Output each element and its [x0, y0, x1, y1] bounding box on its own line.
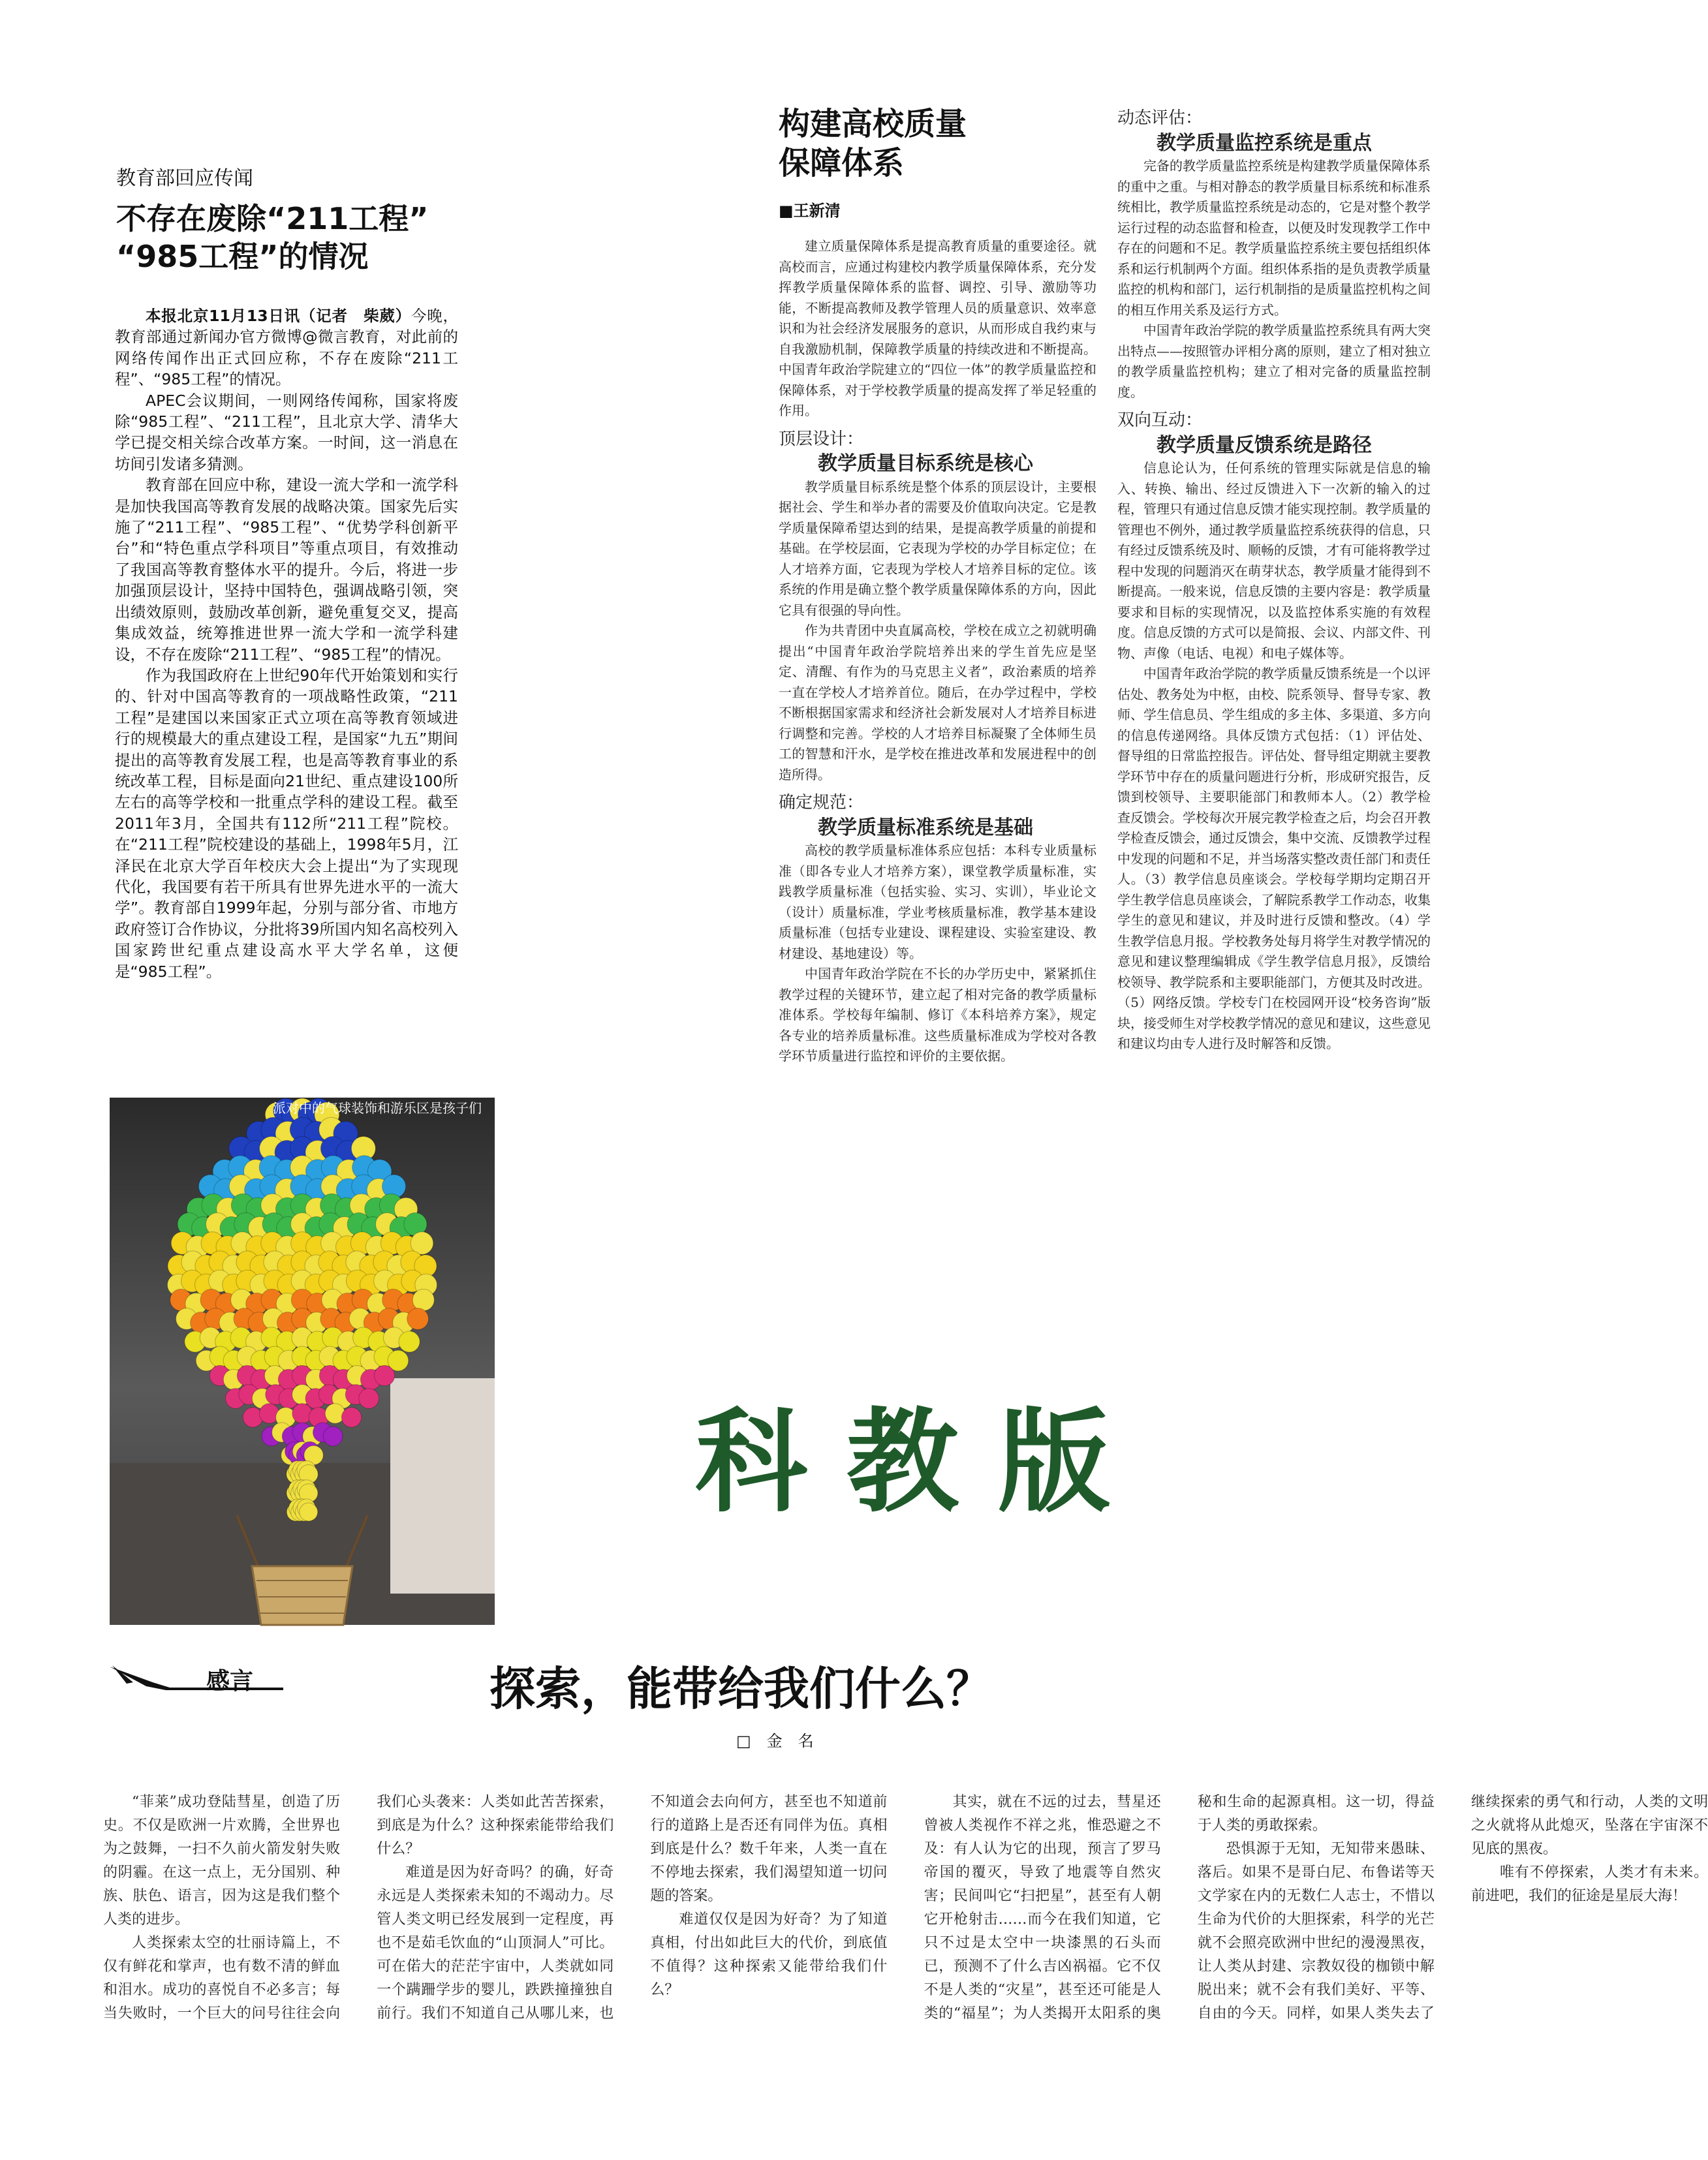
section-kicker: 双向互动：	[1117, 410, 1203, 430]
photo-caption: 派对中的气球装饰和游乐区是孩子们	[273, 1100, 482, 1116]
right-article-column-a	[779, 236, 1096, 1067]
balloon-shape	[374, 1365, 394, 1385]
column-paragraph: 恐惧源于无知，无知带来愚昧、落后。如果不是哥白尼、布鲁诺等天文学家在内的无数仁人志士，不惜以生命为代价的大胆探索，科学的光芒就不会照亮欧洲中世纪的漫漫黑夜，让人类从封建、宗教奴役的枷锁中解脱出来；就不会有我们美好、平等、自由的今天。同样，如果人类失去了继续探索的勇气和行动，人类的文明之火就将从此熄灭，坠落在宇宙深不见底的黑夜。	[1197, 1794, 1708, 2022]
balloon-shape	[341, 1408, 361, 1427]
right-article-intro: 建立质量保障体系是提高教育质量的重要途径。就高校而言，应通过构建校内教学质量保障体系，充分发挥教学质量保障体系的监督、调控、引导、激励等功能，不断提高教师及教学管理人员的质量意识、效率意识和为社会经济发展服务的意识，从而形成自我约束与自我激励机制，保障教学质量的持续改进和不断提高。中国青年政治学院建立的“四位一体”的教学质量监控和保障体系，对于学校教学质量的提高发挥了举足轻重的作用。	[779, 238, 1096, 418]
section-title-keji: 科教版	[695, 1396, 1149, 1528]
hot-air-balloon-image	[110, 1098, 495, 1625]
right-article-author: ■王新清	[779, 202, 841, 220]
balloon-shape	[359, 1389, 379, 1409]
section-paragraph: 中国青年政治学院的教学质量反馈系统是一个以评估处、教务处为中枢，由校、院系领导、督导专家、教师、学生信息员、学生组成的多主体、多渠道、多方向的信息传递网络。具体反馈方式包括：（1）评估处、督导组的日常监控报告。评估处、督导组定期就主要教学环节中存在的质量问题进行分析，形成研究报告，反馈到校领导、主要职能部门和教师本人。（2）教学检查反馈会。学校每次开展完教学检查之后，均会召开教学检查反馈会，通过反馈会，集中交流、反馈教学过程中发现的问题和不足，并当场落实整改责任部门和责任人。（3）教学信息员座谈会。学校每学期均定期召开学生教学信息员座谈会，了解院系教学工作动态，收集学生的意见和建议，并及时进行反馈和整改。（4）学生教学信息月报。学校教务处每月将学生对教学情况的意见和建议整理编辑成《学生教学信息月报》，反馈给校领导、教学院系和主要职能部门，方便其及时改进。（5）网络反馈。学校专门在校园网开设“校务咨询”版块，接受师生对学校教学情况的意见和建议，这些意见和建议均由专人进行及时解答和反馈。	[1117, 666, 1431, 1051]
section-paragraph: 教学质量目标系统是整个体系的顶层设计，主要根据社会、学生和举办者的需要及价值取向决定。它是教学质量保障希望达到的结果，是提高教学质量的前提和基础。在学校层面，它表现为学校的办学目标定位；在人才培养方面，它表现为学校人才培养目标的定位。该系统的作用是确立整个教学质量保障体系的方向，因此它具有很强的导向性。	[779, 478, 1096, 618]
right-article-title-line1: 构建高校质量	[779, 106, 967, 142]
column-label-text: 感言	[206, 1668, 254, 1695]
section-paragraph: 作为共青团中央直属高校，学校在成立之初就明确提出“中国青年政治学院培养出来的学生首先应是坚定、清醒、有作为的马克思主义者”，政治素质的培养一直在学校人才培养首位。随后，在办学过程中，学校不断根据国家需求和经济社会新发展对人才培养目标进行调整和完善。学校的人才培养目标凝聚了全体师生员工的智慧和汗水，是学校在推进改革和发展进程中的创造所得。	[779, 623, 1096, 782]
balloon-shape	[412, 1289, 434, 1310]
balloon-shape	[407, 1308, 429, 1330]
column-title: 探索，能带给我们什么？	[489, 1662, 992, 1716]
column-byline: □ 金 名	[736, 1732, 814, 1750]
column-body	[103, 1791, 1708, 2039]
column-paragraph: 难道是因为好奇吗？的确，好奇永远是人类探索未知的不竭动力。尽管人类文明已经发展到一定程度，再也不是茹毛饮血的“山顶洞人”可比。可在偌大的茫茫宇宙中，人类就如同一个蹒跚学步的婴儿，跌跌撞撞独自前行。我们不知道自己从哪儿来，也不知道会去向何方，甚至也不知道前行的道路上是否还有同伴为伍。真相到底是什么？数千年来，人类一直在不停地去探索，我们渴望知道一切问题的答案。	[377, 1794, 888, 2022]
column-paragraph: “菲莱”成功登陆彗星，创造了历史。不仅是欧洲一片欢腾，全世界也为之鼓舞，一扫不久前火箭发射失败的阴霾。在这一点上，无分国别、种族、肤色、语言，因为这是我们整个人类的进步。	[103, 1794, 341, 1928]
column-paragraph: 唯有不停探索，人类才有未来。前进吧，我们的征途是星辰大海！	[1470, 1864, 1708, 1904]
left-article-paragraph: APEC会议期间，一则网络传闻称，国家将废除“985工程”、“211工程”，且北京大学、清华大学已提交相关综合改革方案。一时间，这一消息在坊间引发诸多猜测。	[115, 391, 458, 473]
column-label	[107, 1663, 287, 1695]
balloon-photo	[110, 1098, 495, 1625]
column-label-brush-icon	[107, 1663, 287, 1691]
column-paragraph: 人类探索太空的壮丽诗篇上，不仅有鲜花和掌声，也有数不清的鲜血和泪水。成功的喜悦自不必多言；每当失败时，一个巨大的问号往往会向我们心头袭来：人类如此苦苦探索，到底是为什么？这种探索能带给我们什么？	[103, 1794, 614, 2022]
section-title: 教学质量监控系统是重点	[1157, 131, 1372, 155]
left-article-paragraph: 教育部在回应中称，建设一流大学和一流学科是加快我国高等教育发展的战略决策。国家先后实施了“211工程”、“985工程”、“优势学科创新平台”和“特色重点学科项目”等重点项目，有效推动了我国高等教育整体水平的提升。今后，将进一步加强顶层设计，坚持中国特色，强调战略引领，突出绩效原则，鼓励改革创新，避免重复交叉，提高集成效益，统筹推进世界一流大学和一流学科建设，不存在废除“211工程”、“985工程”的情况。	[115, 476, 458, 664]
left-article-title-line2: “985工程”的情况	[116, 239, 369, 274]
column-paragraph: 其实，就在不远的过去，彗星还曾被人类视作不祥之兆，惟恐避之不及：有人认为它的出现，预言了罗马帝国的覆灭，导致了地震等自然灾害；民间叫它“扫把星”，甚至有人朝它开枪射击……而今在我们知道，它只不过是太空中一块漆黑的石头而已，预测不了什么吉凶祸福。它不仅不是人类的“灾星”，甚至还可能是人类的“福星”；为人类揭开太阳系的奥秘和生命的起源真相。这一切，得益于人类的勇敢探索。	[924, 1794, 1435, 2022]
section-title: 教学质量标准系统是基础	[818, 816, 1033, 839]
balloon-shape	[323, 1427, 343, 1446]
section-title: 教学质量目标系统是核心	[818, 452, 1033, 475]
section-paragraph: 中国青年政治学院在不长的办学历史中，紧紧抓住教学过程的关键环节，建立起了相对完备的教学质量标准体系。学校每年编制、修订《本科培养方案》，规定各专业的培养质量标准。这些质量标准成为学校对各教学环节质量进行监控和评价的主要依据。	[779, 966, 1096, 1064]
left-article-body	[115, 305, 458, 982]
balloon-shape	[399, 1331, 420, 1352]
column-paragraph: 难道仅仅是因为好奇？为了知道真相，付出如此巨大的代价，到底值不值得？这种探索又能带给我们什么？	[650, 1911, 888, 1998]
section-kicker: 顶层设计：	[779, 429, 864, 449]
right-article-title-line2: 保障体系	[779, 145, 905, 181]
section-paragraph: 高校的教学质量标准体系应包括：本科专业质量标准（即各专业人才培养方案），课堂教学质量标准，实践教学质量标准（包括实验、实习、实训），毕业论文（设计）质量标准，学业考核质量标准，教学基本建设质量标准（包括专业建设、课程建设、实验室建设、教材建设、基地建设）等。	[779, 842, 1096, 961]
left-article-kicker: 教育部回应传闻	[116, 167, 253, 190]
balloon-shape	[300, 1503, 318, 1521]
section-paragraph: 中国青年政治学院的教学质量监控系统具有两大突出特点——按照管办评相分离的原则，建立了相对独立的教学质量监控机构；建立了相对完备的质量监控制度。	[1117, 322, 1431, 400]
right-article-column-b	[1117, 108, 1431, 1055]
left-article-paragraph: 作为我国政府在上世纪90年代开始策划和实行的、针对中国高等教育的一项战略性政策，“211工程”是建国以来国家正式立项在高等教育领域进行的规模最大的重点建设工程，是国家“九五”期间提出的高等教育发展工程，也是高等教育事业的系统改革工程，目标是面向21世纪、重点建设100所左右的高等学校和一批重点学科的建设工程。截至2011年3月，全国共有112所“211工程”院校。在“211工程”院校建设的基础上，1998年5月，江泽民在北京大学百年校庆大会上提出“为了实现现代化，我国要有若干所具有世界先进水平的一流大学”。教育部自1999年起，分别与部分省、市地方政府签订合作协议，分批将39所国内知名高校列入国家跨世纪重点建设高水平大学名单，这便是“985工程”。	[115, 666, 458, 981]
left-article-paragraph: 今晚，教育部通过新闻办官方微博@微言教育，对此前的网络传闻作出正式回应称，不存在废除“211工程”、“985工程”的情况。	[115, 307, 459, 389]
section-kicker: 确定规范：	[779, 793, 864, 812]
section-title: 教学质量反馈系统是路径	[1157, 433, 1372, 457]
right-article-title	[779, 104, 967, 183]
section-paragraph: 信息论认为，任何系统的管理实际就是信息的输入、转换、输出、经过反馈进入下一次新的输入的过程，管理只有通过信息反馈才能实现控制。教学质量的管理也不例外，通过教学质量监控系统获得的信息，只有经过反馈系统及时、顺畅的反馈，才有可能将教学过程中发现的问题消灭在萌芽状态，教学质量才能得到不断提高。一般来说，信息反馈的主要内容是：教学质量要求和目标的实现情况，以及监控体系实施的有效程度。信息反馈的方式可以是简报、会议、内部文件、刊物、声像（电话、电视）和电子媒体等。	[1117, 460, 1431, 661]
left-article-dateline: 本报北京11月13日讯（记者 柴葳）	[146, 307, 411, 325]
left-article-title-line1: 不存在废除“211工程”	[116, 201, 429, 236]
section-paragraph: 完备的教学质量监控系统是构建教学质量保障体系的重中之重。与相对静态的教学质量目标系统和标准系统相比，教学质量监控系统是动态的，它是对整个教学运行过程的动态监督和检查，以便及时发现教学工作中存在的问题和不足。教学质量监控系统主要包括组织体系和运行机制两个方面。组织体系指的是负责教学质量监控的机构和部门，运行机制指的是质量监控机构之间的相互作用关系及运行方式。	[1117, 158, 1431, 318]
section-kicker: 动态评估：	[1117, 108, 1203, 128]
left-article-title	[116, 200, 429, 275]
